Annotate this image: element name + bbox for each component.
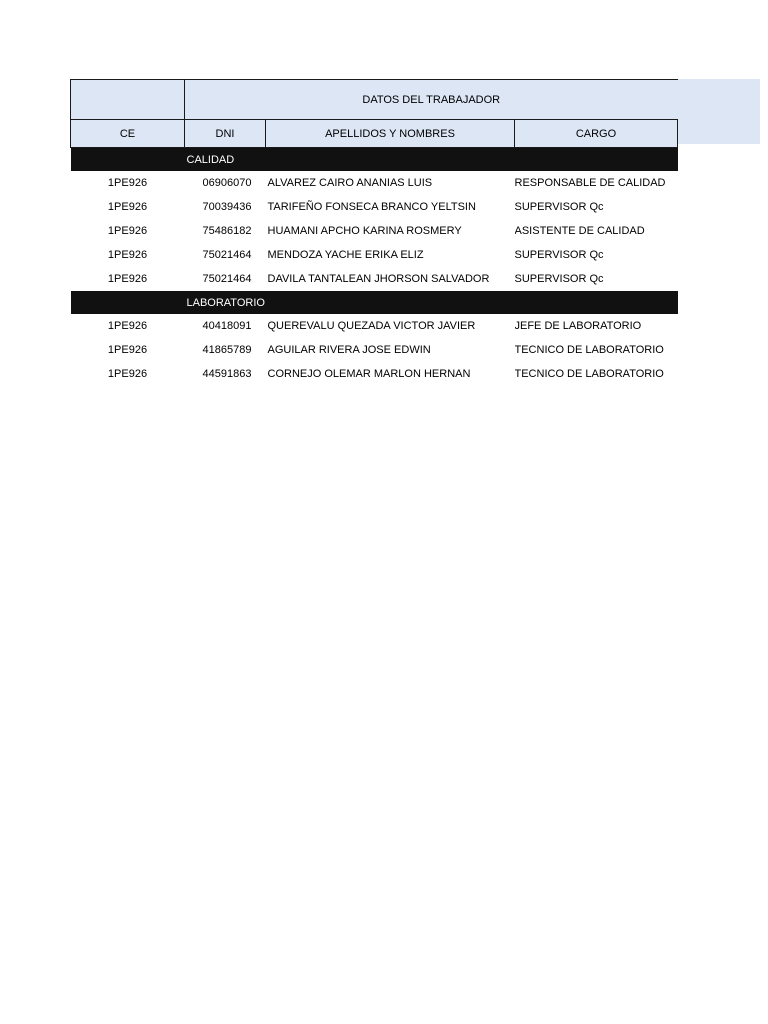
cell-name[interactable]: QUEREVALU QUEZADA VICTOR JAVIER (267, 320, 476, 332)
title-blank-cell[interactable] (71, 80, 185, 120)
cell-name[interactable]: CORNEJO OLEMAR MARLON HERNAN (267, 368, 471, 380)
section-label[interactable]: CALIDAD (185, 148, 678, 172)
worker-table (70, 79, 678, 386)
table-title[interactable]: DATOS DEL TRABAJADOR (185, 80, 678, 120)
column-header-dni[interactable]: DNI (185, 120, 266, 148)
cell-dni[interactable]: 40418091 (202, 320, 252, 332)
cell-cargo[interactable]: SUPERVISOR Qc (514, 249, 604, 261)
cell-name[interactable]: HUAMANI APCHO KARINA ROSMERY (267, 225, 462, 237)
cell-cargo[interactable]: ASISTENTE DE CALIDAD (514, 225, 645, 237)
cell-ce[interactable]: 1PE926 (107, 273, 148, 285)
table-row (71, 195, 678, 219)
table-row (71, 243, 678, 267)
cell-dni[interactable]: 75486182 (202, 225, 252, 237)
table-row (71, 362, 678, 386)
table-row (71, 171, 678, 195)
cell-name[interactable]: MENDOZA YACHE ERIKA ELIZ (267, 249, 424, 261)
table-row (71, 314, 678, 338)
cell-name[interactable]: ALVAREZ CAIRO ANANIAS LUIS (267, 177, 433, 189)
cell-name[interactable]: AGUILAR RIVERA JOSE EDWIN (267, 344, 431, 356)
table-row (71, 338, 678, 362)
cell-ce[interactable]: 1PE926 (107, 249, 148, 261)
cell-name[interactable]: DAVILA TANTALEAN JHORSON SALVADOR (267, 273, 490, 285)
section-spacer[interactable] (71, 291, 185, 314)
title-row (71, 80, 678, 120)
cell-dni[interactable]: 41865789 (202, 344, 252, 356)
cell-dni[interactable]: 75021464 (202, 249, 252, 261)
cell-dni[interactable]: 44591863 (202, 368, 252, 380)
cell-cargo[interactable]: SUPERVISOR Qc (514, 201, 604, 213)
table-row (71, 219, 678, 243)
cell-cargo[interactable]: JEFE DE LABORATORIO (514, 320, 642, 332)
column-header-ce[interactable]: CE (71, 120, 185, 148)
column-header-cargo[interactable]: CARGO (515, 120, 678, 148)
cell-cargo[interactable]: SUPERVISOR Qc (514, 273, 604, 285)
table-row (71, 267, 678, 291)
section-row-calidad (71, 148, 678, 172)
cell-ce[interactable]: 1PE926 (107, 320, 148, 332)
cell-ce[interactable]: 1PE926 (107, 177, 148, 189)
cell-cargo[interactable]: RESPONSABLE DE CALIDAD (514, 177, 666, 189)
worker-sheet (70, 79, 760, 386)
cell-dni[interactable]: 75021464 (202, 273, 252, 285)
cell-cargo[interactable]: TECNICO DE LABORATORIO (514, 368, 664, 380)
column-header-name[interactable]: APELLIDOS Y NOMBRES (266, 120, 515, 148)
cell-ce[interactable]: 1PE926 (107, 368, 148, 380)
section-row-laboratorio (71, 291, 678, 314)
section-label[interactable]: LABORATORIO (185, 291, 678, 314)
column-header-row (71, 120, 678, 148)
cell-ce[interactable]: 1PE926 (107, 201, 148, 213)
cell-dni[interactable]: 70039436 (202, 201, 252, 213)
cell-cargo[interactable]: TECNICO DE LABORATORIO (514, 344, 664, 356)
cell-ce[interactable]: 1PE926 (107, 225, 148, 237)
section-spacer[interactable] (71, 148, 185, 172)
cell-name[interactable]: TARIFEÑO FONSECA BRANCO YELTSIN (267, 201, 476, 213)
cell-dni[interactable]: 06906070 (202, 177, 252, 189)
cell-ce[interactable]: 1PE926 (107, 344, 148, 356)
